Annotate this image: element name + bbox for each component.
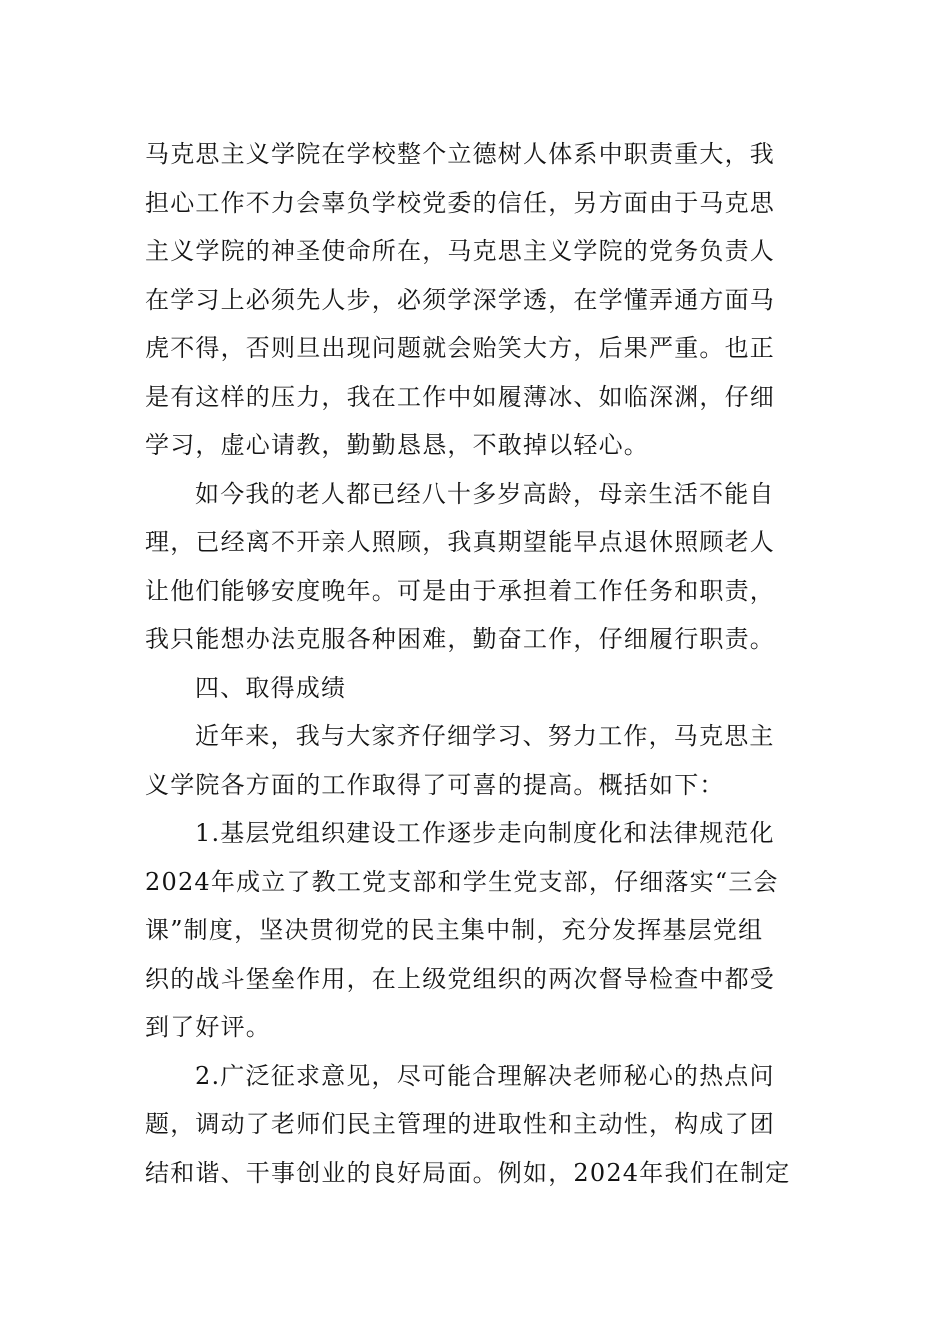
text-line: 马克思主义学院在学校整个立德树人体系中职责重大，我 [145, 140, 775, 168]
text-line: 理，已经离不开亲人照顾，我真期望能早点退休照顾老人 [145, 528, 775, 556]
text-line: 担心工作不力会辜负学校党委的信任，另方面由于马克思 [145, 188, 775, 217]
document-body [145, 130, 810, 1197]
text-line: 结和谐、干事创业的良好局面。例如，2024年我们在制定 [145, 1158, 791, 1187]
text-line: 虎不得，否则旦出现问题就会贻笑大方，后果严重。也正 [145, 334, 775, 362]
text-line: 1.基层党组织建设工作逐步走向制度化和法律规范化 [195, 819, 775, 847]
text-line: 如今我的老人都已经八十多岁高龄，母亲生活不能自 [195, 479, 775, 508]
text-line: 让他们能够安度晚年。可是由于承担着工作任务和职责， [145, 576, 775, 605]
text-line: 主义学院的神圣使命所在，马克思主义学院的党务负责人 [145, 237, 775, 265]
text-line: 近年来，我与大家齐仔细学习、努力工作，马克思主 [195, 722, 775, 750]
text-line: 织的战斗堡垒作用，在上级党组织的两次督导检查中都受 [145, 964, 775, 993]
text-line: 学习，虚心请教，勤勤恳恳，不敢掉以轻心。 [145, 431, 649, 459]
text-line: 2024年成立了教工党支部和学生党支部，仔细落实“三会 [145, 867, 779, 896]
text-line: 义学院各方面的工作取得了可喜的提高。概括如下： [145, 770, 725, 799]
text-line: 是有这样的压力，我在工作中如履薄冰、如临深渊，仔细 [145, 382, 775, 411]
text-line: 题，调动了老师们民主管理的进取性和主动性，构成了团 [145, 1110, 775, 1138]
text-line: 课”制度，坚决贯彻党的民主集中制，充分发挥基层党组 [145, 916, 764, 944]
text-line: 我只能想办法克服各种困难，勤奋工作，仔细履行职责。 [145, 625, 775, 653]
text-line: 在学习上必须先人步，必须学深学透，在学懂弄通方面马 [145, 285, 775, 314]
text-line: 2.广泛征求意见，尽可能合理解决老师秘心的热点问 [195, 1061, 775, 1090]
section-heading: 四、取得成绩 [195, 673, 347, 702]
text-line: 到了好评。 [145, 1013, 271, 1041]
